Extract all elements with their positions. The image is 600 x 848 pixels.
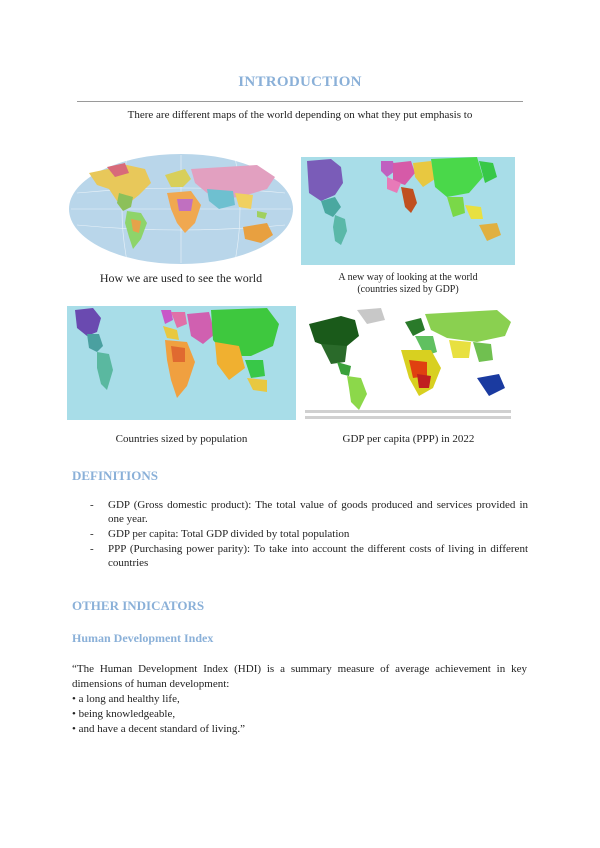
title-divider [77, 101, 523, 102]
definition-ppp: - PPP (Purchasing power parity): To take into account the different costs of living in different countries [88, 542, 528, 570]
world-map-gdp-per-capita [301, 306, 516, 426]
definition-gdp-per-capita: - GDP per capita: Total GDP divided by total population [88, 527, 528, 541]
section-title-other-indicators: OTHER INDICATORS [72, 598, 205, 613]
map-caption-gdp-line1: A new way of looking at the world [338, 272, 478, 283]
map-caption-gdp-per-capita: GDP per capita (PPP) in 2022 [342, 433, 475, 445]
hdi-bullet-health: • a long and healthy life, [72, 693, 180, 705]
hdi-quote [72, 662, 527, 737]
map-caption-standard: How we are used to see the world [99, 271, 263, 285]
definition-gdp: - GDP (Gross domestic product): The total value of goods produced and services provided in one year. [88, 498, 528, 526]
subsection-title-hdi: Human Development Index [72, 631, 214, 645]
world-map-gdp-cartogram [301, 157, 515, 265]
hdi-bullet-knowledge: • being knowledgeable, [72, 708, 176, 720]
section-title-definitions: DEFINITIONS [72, 468, 158, 483]
section-title-introduction: INTRODUCTION [238, 74, 362, 90]
intro-text: There are different maps of the world depending on what they put emphasis to [127, 109, 473, 121]
definitions-list [88, 498, 528, 571]
map-caption-gdp [301, 272, 515, 296]
hdi-bullet-living-standard: • and have a decent standard of living.” [72, 723, 246, 735]
map-caption-gdp-line2: (countries sized by GDP) [357, 284, 459, 295]
world-map-standard [67, 153, 295, 265]
world-map-population-cartogram [67, 306, 296, 420]
hdi-quote-intro: “The Human Development Index (HDI) is a summary measure of average achievement in key dimensions of human development: [72, 663, 527, 690]
map-caption-population: Countries sized by population [115, 433, 248, 445]
